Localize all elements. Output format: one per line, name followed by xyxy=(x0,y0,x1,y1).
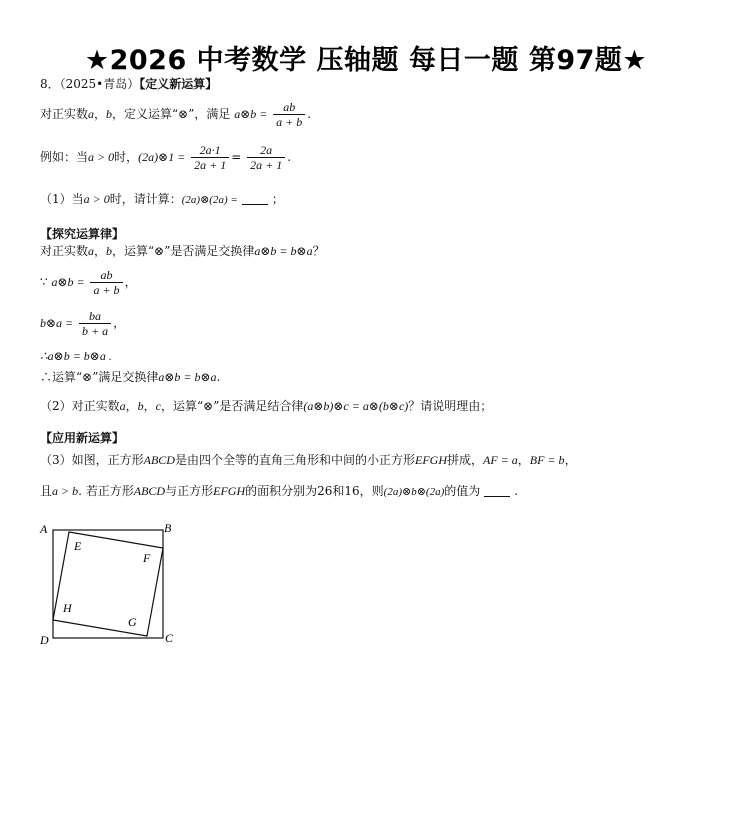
step1-fraction xyxy=(90,268,122,297)
def-comma: ， xyxy=(94,107,107,121)
example-equals: = xyxy=(231,150,242,164)
q2-var-b: b xyxy=(137,399,144,413)
q3-value-is: 的值为 xyxy=(444,484,481,498)
q3-end: . xyxy=(514,484,519,498)
q3-lead: （3）如图，正方形 xyxy=(40,453,144,467)
step1-end: ， xyxy=(124,275,137,289)
q1-expression: (2a)⊗(2a) = xyxy=(181,194,238,206)
q3-square-efgh: EFGH xyxy=(415,453,447,467)
because-symbol: ∵ xyxy=(40,275,48,289)
explore-sep: ， xyxy=(94,244,107,258)
q3-comma-2: ， xyxy=(564,453,577,467)
q2-end: ？请说明理由； xyxy=(408,399,493,413)
example-den2: 2a + 1 xyxy=(247,157,285,172)
example-condition: a > 0 xyxy=(88,150,115,164)
q3-square-abcd: ABCD xyxy=(143,453,175,467)
step2-lhs: b⊗a = xyxy=(40,316,74,330)
q3-desc-2: 拼成， xyxy=(447,453,484,467)
question-2 xyxy=(40,398,492,414)
q2-law: (a⊗b)⊗c = a⊗(b⊗c) xyxy=(303,399,409,413)
q2-sep-1: ， xyxy=(125,399,138,413)
step4-text: 运算“⊗”满足交换律 xyxy=(52,370,159,384)
question-3-line-2 xyxy=(40,483,518,500)
q2-var-a: a xyxy=(119,399,126,413)
example-den1: 2a + 1 xyxy=(191,157,229,172)
explore-lead: 对正实数 xyxy=(40,244,89,258)
def-lead: 对正实数 xyxy=(40,107,89,121)
step1-numerator: ab xyxy=(100,268,113,282)
q3-answer-blank[interactable] xyxy=(484,486,510,497)
problem-header xyxy=(40,76,217,92)
q3-and-square: 与正方形 xyxy=(165,484,214,498)
label-h: H xyxy=(63,601,72,615)
q3-bf: BF = b xyxy=(529,453,565,467)
label-b: B xyxy=(164,521,172,535)
explore-question-mark: ？ xyxy=(312,244,325,258)
label-f: F xyxy=(143,551,151,565)
explore-var-a: a xyxy=(88,244,95,258)
def-numerator: ab xyxy=(283,100,296,114)
example-line xyxy=(40,143,291,172)
therefore-symbol: ∴ xyxy=(40,370,53,384)
q3-comma: ， xyxy=(517,453,530,467)
step2-fraction xyxy=(79,309,111,338)
q3-areas: 的面积分别为26和16，则 xyxy=(245,484,384,498)
q3-af: AF = a xyxy=(483,453,518,467)
step-1 xyxy=(40,268,137,297)
def-lhs: a⊗b = xyxy=(234,107,268,121)
step2-numerator: ba xyxy=(89,309,102,323)
def-end: . xyxy=(307,107,312,121)
step-3: ∴a⊗b = b⊗a . xyxy=(40,349,112,363)
q3-condition: a > b xyxy=(52,484,79,498)
example-num2: 2a xyxy=(260,143,273,157)
q3-square-abcd-2: ABCD xyxy=(133,484,166,498)
example-num1: 2a·1 xyxy=(199,143,221,157)
q2-mid: ，运算“⊗”是否满足结合律 xyxy=(161,399,304,413)
example-lead: 例如：当 xyxy=(40,150,89,164)
q1-condition: a > 0 xyxy=(83,192,110,206)
example-fraction-1 xyxy=(191,143,229,172)
def-fraction xyxy=(273,100,305,129)
square-abcd xyxy=(53,530,163,638)
step-2 xyxy=(40,309,125,338)
def-denominator: a + b xyxy=(273,114,305,129)
example-fraction-2 xyxy=(247,143,285,172)
step1-lhs: a⊗b = xyxy=(51,275,85,289)
geometry-figure xyxy=(36,518,186,653)
section-tag-apply: 【应用新运算】 xyxy=(40,431,125,445)
q2-sep-2: ， xyxy=(143,399,156,413)
q2-lead: （2）对正实数 xyxy=(40,399,120,413)
def-var-a: a xyxy=(88,107,95,121)
q1-end: ； xyxy=(271,192,284,206)
definition-line xyxy=(40,100,311,129)
square-efgh xyxy=(53,532,163,636)
explore-line xyxy=(40,243,325,259)
step1-denominator: a + b xyxy=(90,282,122,297)
q1-answer-blank[interactable] xyxy=(242,194,268,205)
def-var-b: b xyxy=(106,107,113,121)
section-tag-explore: 【探究运算律】 xyxy=(40,227,125,241)
label-a: A xyxy=(40,522,48,536)
q3-and: 且 xyxy=(40,484,53,498)
step4-end: . xyxy=(216,370,221,384)
q1-lead: （1）当 xyxy=(40,192,84,206)
step4-law: a⊗b = b⊗a xyxy=(158,370,217,384)
q3-expression: (2a)⊗b⊗(2a) xyxy=(383,486,445,498)
q1-mid: 时，请计算： xyxy=(109,192,182,206)
label-g: G xyxy=(128,615,137,629)
q3-desc: 是由四个全等的直角三角形和中间的小正方形 xyxy=(174,453,415,467)
q3-square-efgh-2: EFGH xyxy=(213,484,246,498)
step2-end: ， xyxy=(113,316,126,330)
example-lhs: (2a)⊗1 = xyxy=(138,150,186,164)
explore-law: a⊗b = b⊗a xyxy=(254,244,313,258)
question-1 xyxy=(40,191,284,208)
label-c: C xyxy=(165,631,174,645)
step-4 xyxy=(40,369,220,385)
page-title: ★2026 中考数学 压轴题 每日一题 第97题★ xyxy=(84,45,648,76)
explore-var-b: b xyxy=(106,244,113,258)
explore-mid: ，运算“⊗”是否满足交换律 xyxy=(112,244,255,258)
label-d: D xyxy=(40,633,49,647)
q3-if: . 若正方形 xyxy=(78,484,134,498)
example-end: . xyxy=(287,150,292,164)
example-mid: 时， xyxy=(114,150,139,164)
label-e: E xyxy=(74,539,82,553)
question-3-line-1 xyxy=(40,452,577,468)
problem-source: 8．（2025•青岛） xyxy=(40,77,140,91)
def-mid: ，定义运算“⊗”，满足 xyxy=(112,107,231,121)
step2-denominator: b + a xyxy=(79,323,111,338)
section-tag-define: 【定义新运算】 xyxy=(139,77,218,91)
q2-var-c: c xyxy=(155,399,161,413)
